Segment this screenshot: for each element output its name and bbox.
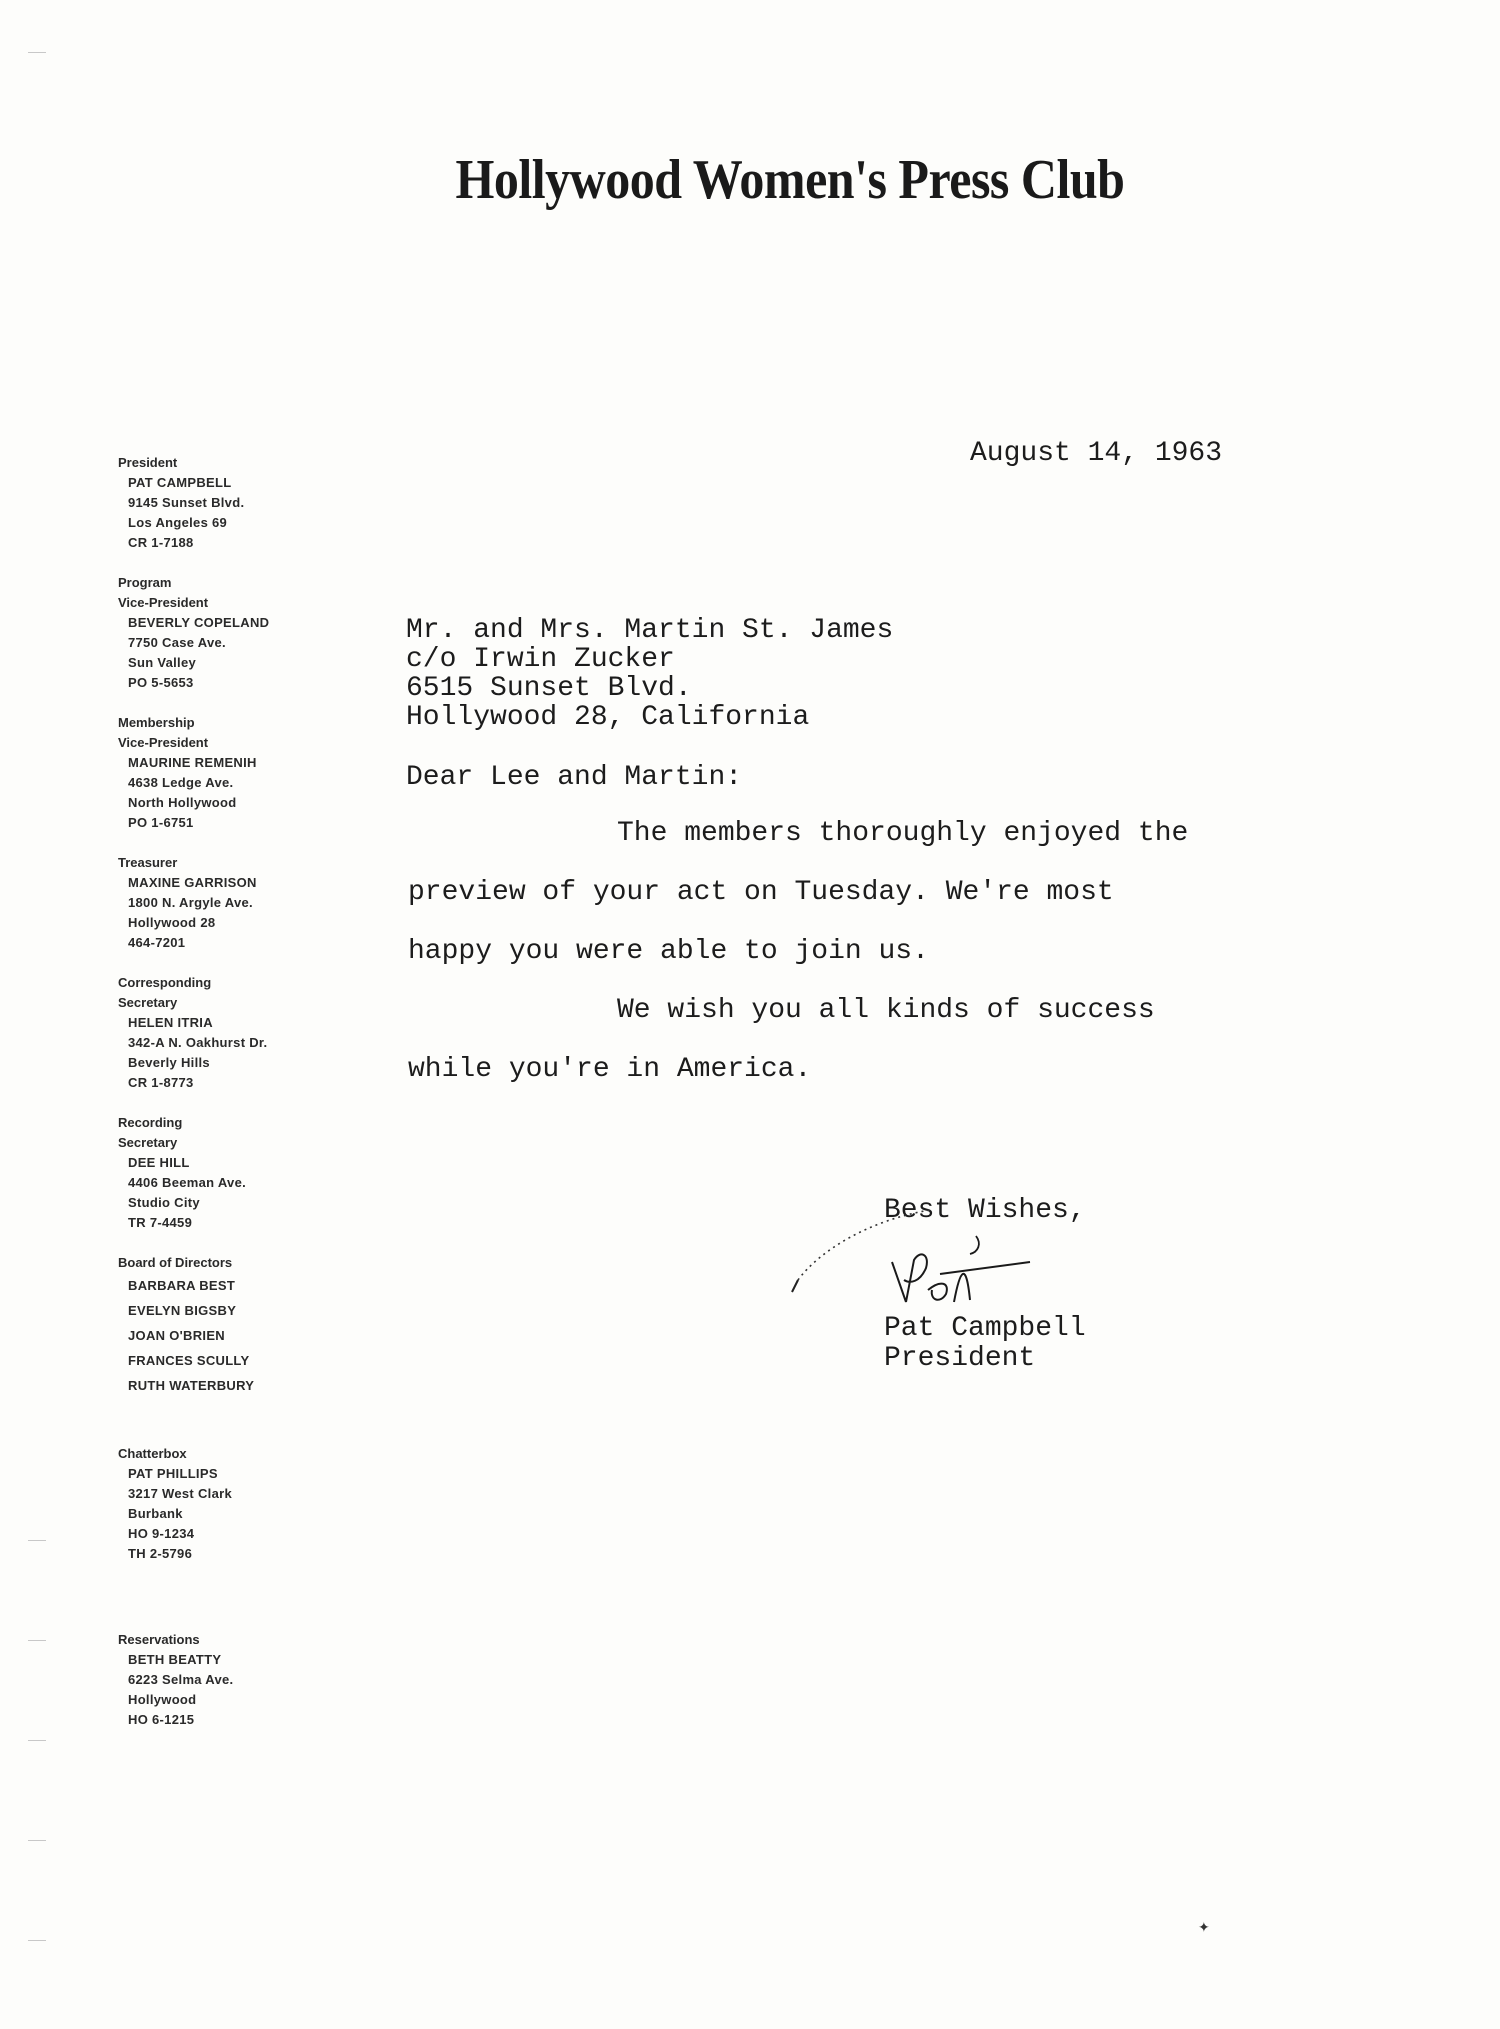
officer-role: Treasurer: [118, 855, 178, 870]
officer-phone: CR 1-7188: [128, 535, 194, 550]
officer-name: PAT CAMPBELL: [128, 475, 232, 490]
address-line: c/o Irwin Zucker: [406, 644, 675, 675]
officer-name: MAURINE REMENIH: [128, 755, 257, 770]
chatterbox-heading: Chatterbox: [118, 1446, 187, 1461]
margin-tick: [28, 52, 46, 53]
body-line: preview of your act on Tuesday. We're most: [408, 877, 1114, 908]
officer-city: Beverly Hills: [128, 1055, 210, 1070]
chatterbox-section: [118, 1444, 348, 1564]
chatterbox-name: PAT PHILLIPS: [128, 1466, 218, 1481]
officer-role: Recording: [118, 1115, 183, 1130]
officer-recording-secretary: [118, 1113, 348, 1233]
officer-program-vp: [118, 573, 348, 693]
margin-tick: [28, 1740, 46, 1741]
officer-phone: TR 7-4459: [128, 1215, 193, 1230]
board-member: FRANCES SCULLY: [128, 1353, 250, 1368]
margin-tick: [28, 1940, 46, 1941]
reservations-phone: HO 6-1215: [128, 1712, 195, 1727]
officer-president: [118, 453, 348, 553]
officer-city: Studio City: [128, 1195, 200, 1210]
salutation: Dear Lee and Martin:: [406, 762, 743, 793]
reservations-city: Hollywood: [128, 1692, 197, 1707]
signer-block: [884, 1314, 1086, 1374]
officer-city: Hollywood 28: [128, 915, 216, 930]
board-member: JOAN O'BRIEN: [128, 1328, 225, 1343]
officer-address: 9145 Sunset Blvd.: [128, 495, 245, 510]
officer-phone: PO 5-5653: [128, 675, 194, 690]
officer-address: 4638 Ledge Ave.: [128, 775, 234, 790]
body-line: happy you were able to join us.: [408, 936, 929, 967]
margin-tick: [28, 1640, 46, 1641]
board-member: BARBARA BEST: [128, 1278, 236, 1293]
officer-role: Secretary: [118, 995, 178, 1010]
officer-role: Vice-President: [118, 735, 209, 750]
chatterbox-address: 3217 West Clark: [128, 1486, 232, 1501]
chatterbox-city: Burbank: [128, 1506, 183, 1521]
officer-address: 4406 Beeman Ave.: [128, 1175, 247, 1190]
board-member: RUTH WATERBURY: [128, 1378, 255, 1393]
officer-name: BEVERLY COPELAND: [128, 615, 270, 630]
officer-role: Membership: [118, 715, 195, 730]
address-line: Mr. and Mrs. Martin St. James: [406, 615, 894, 646]
chatterbox-phone: HO 9-1234: [128, 1526, 195, 1541]
signer-name: Pat Campbell: [884, 1313, 1086, 1344]
officer-role: Program: [118, 575, 172, 590]
ink-speck-icon: ✦: [1198, 1920, 1210, 1936]
letterhead-title: Hollywood Women's Press Club: [455, 147, 1125, 211]
reservations-address: 6223 Selma Ave.: [128, 1672, 234, 1687]
closing: Best Wishes,: [884, 1195, 1086, 1226]
letter-date: August 14, 1963: [970, 438, 1223, 469]
officer-treasurer: [118, 853, 348, 953]
officer-name: MAXINE GARRISON: [128, 875, 257, 890]
officer-name: HELEN ITRIA: [128, 1015, 213, 1030]
officer-city: North Hollywood: [128, 795, 237, 810]
officer-role: Secretary: [118, 1135, 178, 1150]
body-line: The members thoroughly enjoyed the: [617, 818, 1189, 849]
body-line: We wish you all kinds of success: [617, 995, 1155, 1026]
officer-sidebar: [118, 453, 348, 1750]
officer-phone: 464-7201: [128, 935, 186, 950]
officer-membership-vp: [118, 713, 348, 833]
officer-role: President: [118, 455, 178, 470]
reservations-name: BETH BEATTY: [128, 1652, 222, 1667]
officer-role: Vice-President: [118, 595, 209, 610]
board-heading: Board of Directors: [118, 1255, 233, 1270]
officer-corresponding-secretary: [118, 973, 348, 1093]
board-member: EVELYN BIGSBY: [128, 1303, 237, 1318]
officer-address: 1800 N. Argyle Ave.: [128, 895, 253, 910]
recipient-address: [406, 616, 893, 732]
officer-phone: PO 1-6751: [128, 815, 194, 830]
officer-city: Los Angeles 69: [128, 515, 228, 530]
reservations-heading: Reservations: [118, 1632, 200, 1647]
address-line: 6515 Sunset Blvd.: [406, 673, 692, 704]
margin-tick: [28, 1840, 46, 1841]
officer-role: Corresponding: [118, 975, 212, 990]
officer-phone: CR 1-8773: [128, 1075, 194, 1090]
board-of-directors: [118, 1253, 348, 1398]
signer-title: President: [884, 1343, 1036, 1374]
officer-address: 7750 Case Ave.: [128, 635, 226, 650]
body-line: while you're in America.: [408, 1054, 812, 1085]
officer-address: 342-A N. Oakhurst Dr.: [128, 1035, 268, 1050]
margin-tick: [28, 1540, 46, 1541]
address-line: Hollywood 28, California: [406, 702, 810, 733]
officer-name: DEE HILL: [128, 1155, 190, 1170]
reservations-section: [118, 1630, 348, 1730]
officer-city: Sun Valley: [128, 655, 197, 670]
chatterbox-phone: TH 2-5796: [128, 1546, 193, 1561]
